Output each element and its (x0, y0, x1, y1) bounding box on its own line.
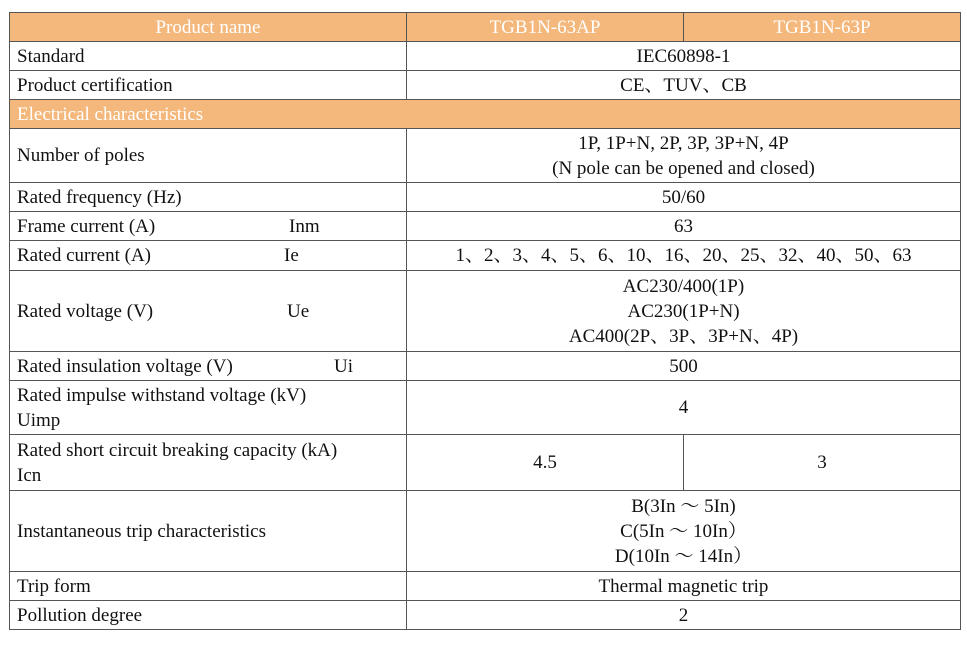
impulse-voltage-value: 4 (407, 381, 961, 435)
poles-value-line: (N pole can be opened and closed) (552, 157, 815, 179)
electrical-section-title: Electrical characteristics (10, 100, 961, 129)
table-row (10, 212, 961, 241)
insulation-voltage-value: 500 (407, 352, 961, 381)
rated-voltage-value-line: AC400(2P、3P、3P+N、4P) (568, 325, 799, 347)
pollution-label: Pollution degree (10, 601, 407, 630)
frame-current-symbol: Inm (289, 215, 320, 237)
table-row (10, 435, 961, 491)
table-row (10, 601, 961, 630)
table-row (10, 381, 961, 435)
standard-value: IEC60898-1 (407, 42, 961, 71)
table-row (10, 42, 961, 71)
frequency-label: Rated frequency (Hz) (10, 183, 407, 212)
certification-label: Product certification (10, 71, 407, 100)
table-row (10, 71, 961, 100)
poles-value-line: 1P, 1P+N, 2P, 3P, 3P+N, 4P (578, 132, 789, 154)
rated-current-label: Rated current (A) (17, 245, 151, 266)
header-model-b: TGB1N-63P (684, 13, 961, 42)
breaking-capacity-value-a: 4.5 (407, 435, 684, 491)
header-product-name: Product name (10, 13, 407, 42)
table-row (10, 129, 961, 183)
header-model-a: TGB1N-63AP (407, 13, 684, 42)
trip-form-label: Trip form (10, 572, 407, 601)
rated-voltage-value (407, 271, 961, 352)
trip-characteristics-value (407, 491, 961, 572)
trip-characteristics-value-line: D(10In ～ 14In） (614, 545, 753, 567)
rated-voltage-label: Rated voltage (V) (17, 300, 154, 322)
table-row (10, 352, 961, 381)
table-row (10, 491, 961, 572)
breaking-capacity-label (10, 435, 407, 491)
insulation-voltage-label: Rated insulation voltage (V) (17, 355, 233, 377)
impulse-voltage-label-line: Uimp (17, 409, 61, 431)
rated-voltage-value-line: AC230(1P+N) (627, 300, 740, 322)
trip-characteristics-value-line: C(5In ～ 10In） (620, 520, 747, 542)
insulation-voltage-cell (10, 352, 407, 381)
rated-voltage-cell (10, 271, 407, 352)
breaking-capacity-label-line: Icn (17, 464, 42, 486)
rated-current-value: 1、2、3、4、5、6、10、16、20、25、32、40、50、63 (407, 241, 961, 271)
table-row (10, 241, 961, 271)
poles-label: Number of poles (10, 129, 407, 183)
trip-characteristics-value-line: B(3In ～ 5In) (631, 495, 736, 517)
table-row (10, 572, 961, 601)
trip-form-value: Thermal magnetic trip (407, 572, 961, 601)
rated-current-cell (10, 241, 407, 271)
header-row (10, 13, 961, 42)
frame-current-label: Frame current (A) (17, 215, 156, 237)
frame-current-value: 63 (407, 212, 961, 241)
rated-voltage-symbol: Ue (287, 300, 310, 322)
frame-current-cell (10, 212, 407, 241)
table-row (10, 271, 961, 352)
poles-value (407, 129, 961, 183)
frequency-value: 50/60 (407, 183, 961, 212)
breaking-capacity-value-b: 3 (684, 435, 961, 491)
impulse-voltage-label (10, 381, 407, 435)
pollution-value: 2 (407, 601, 961, 630)
section-row (10, 100, 961, 129)
spec-table (9, 12, 961, 630)
insulation-voltage-symbol: Ui (334, 355, 353, 377)
trip-characteristics-label: Instantaneous trip characteristics (10, 491, 407, 572)
table-row (10, 183, 961, 212)
certification-value: CE、TUV、CB (407, 71, 961, 100)
impulse-voltage-label-line: Rated impulse withstand voltage (kV) (17, 384, 307, 406)
breaking-capacity-label-line: Rated short circuit breaking capacity (kA) (17, 439, 338, 461)
standard-label: Standard (10, 42, 407, 71)
rated-voltage-value-line: AC230/400(1P) (622, 275, 745, 297)
rated-current-symbol: Ie (284, 245, 299, 266)
